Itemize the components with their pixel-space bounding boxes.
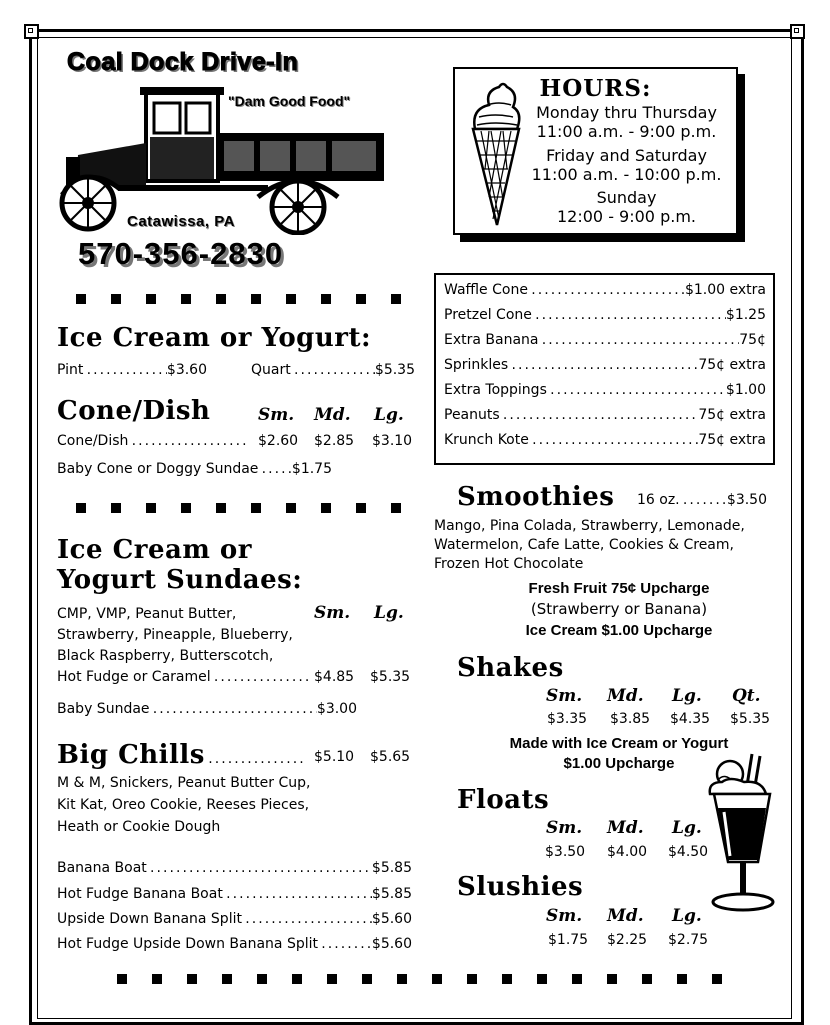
price-row-quart: Quart . . . $5.35 (251, 362, 415, 378)
price: $2.75 (668, 932, 709, 948)
upcharge-note: Ice Cream $1.00 Upcharge (525, 622, 713, 639)
price: $2.60 (258, 433, 299, 449)
extras-row: Extra Banana . . . 75¢ (444, 332, 766, 348)
section-title-floats: Floats (457, 785, 550, 815)
size-header: Sm. (546, 686, 583, 706)
size-header: Sm. (546, 906, 583, 926)
hours-days: Friday and Saturday (546, 146, 707, 165)
size-header: Lg. (374, 603, 404, 623)
hours-time: 12:00 - 9:00 p.m. (557, 207, 696, 226)
section-title-sundaes: Yogurt Sundaes: (57, 565, 303, 595)
price: $2.25 (607, 932, 648, 948)
square-divider (76, 503, 401, 513)
size-header: Lg. (374, 405, 404, 425)
flavor-line: Heath or Cookie Dough (57, 819, 221, 835)
upcharge-note: Made with Ice Cream or Yogurt (509, 735, 729, 752)
flavor-line: Frozen Hot Chocolate (434, 556, 584, 572)
flavor-line: M & M, Snickers, Peanut Butter Cup, (57, 775, 311, 791)
section-title-shakes: Shakes (457, 653, 564, 683)
flavor-line: Strawberry, Pineapple, Blueberry, (57, 627, 293, 643)
price: $5.65 (370, 749, 411, 765)
city-label: Catawissa, PA (127, 213, 235, 230)
extras-box (434, 273, 775, 465)
extras-row: Sprinkles . . . 75¢ extra (444, 357, 766, 373)
hours-time: 11:00 a.m. - 10:00 p.m. (531, 165, 722, 184)
upcharge-note: Fresh Fruit 75¢ Upcharge (528, 580, 710, 597)
size-header: Lg. (672, 906, 702, 926)
price: $4.00 (607, 844, 648, 860)
corner-ornament (24, 24, 39, 39)
flavor-line: Black Raspberry, Butterscotch, (57, 648, 274, 664)
flavor-line: Mango, Pina Colada, Strawberry, Lemonade, (434, 518, 745, 534)
price: $3.85 (610, 711, 651, 727)
hours-days: Monday thru Thursday (536, 103, 717, 122)
square-divider (76, 294, 401, 304)
ice-cream-cone-icon (463, 79, 527, 229)
size-header: Sm. (314, 603, 351, 623)
square-divider (117, 974, 722, 984)
price: $5.35 (370, 669, 411, 685)
flavor-line: Kit Kat, Oreo Cookie, Reeses Pieces, (57, 797, 310, 813)
price-row-banana: Hot Fudge Upside Down Banana Split . . . $5.60 (57, 936, 412, 952)
price: $5.35 (730, 711, 771, 727)
size-header: Lg. (672, 818, 702, 838)
price: $1.75 (548, 932, 589, 948)
price: $5.10 (314, 749, 355, 765)
hours-days: Sunday (596, 188, 657, 207)
price-row-baby-cone: Baby Cone or Doggy Sundae . . . $1.75 (57, 461, 332, 477)
price: $3.35 (547, 711, 588, 727)
extras-row: Waffle Cone . . . $1.00 extra (444, 282, 766, 298)
section-title-slushies: Slushies (457, 872, 584, 902)
section-title-smoothies: Smoothies (457, 482, 615, 512)
size-header: Qt. (732, 686, 761, 706)
upcharge-note: (Strawberry or Banana) (530, 600, 708, 618)
price: $2.85 (314, 433, 355, 449)
restaurant-name: Coal Dock Drive-In (67, 48, 299, 76)
extras-row: Peanuts . . . 75¢ extra (444, 407, 766, 423)
extras-row: Krunch Kote . . . 75¢ extra (444, 432, 766, 448)
price-row-cone-dish: Cone/Dish . . . (57, 433, 247, 449)
hours-title: HOURS: (539, 75, 652, 102)
section-title-cone-dish: Cone/Dish (57, 396, 211, 426)
size-header: Md. (607, 906, 644, 926)
flavor-line: Hot Fudge or Caramel . . . (57, 669, 312, 685)
flavor-line: CMP, VMP, Peanut Butter, (57, 606, 237, 622)
price-row-banana: Upside Down Banana Split . . . $5.60 (57, 911, 412, 927)
extras-row: Pretzel Cone . . . $1.25 (444, 307, 766, 323)
section-title-sundaes: Ice Cream or (57, 535, 252, 565)
phone-number: 570-356-2830 (78, 236, 284, 271)
price-row-baby-sundae: Baby Sundae . . . $3.00 (57, 701, 357, 717)
price-row-smoothie: 16 oz. . . . $3.50 (637, 492, 767, 508)
price: $3.10 (372, 433, 413, 449)
float-glass-icon (704, 752, 784, 922)
price: $3.50 (545, 844, 586, 860)
price-row-pint: Pint . . . $3.60 (57, 362, 207, 378)
hours-box (453, 67, 738, 235)
size-header: Md. (607, 686, 644, 706)
size-header: Md. (607, 818, 644, 838)
price: $4.50 (668, 844, 709, 860)
extras-row: Extra Toppings . . . $1.00 (444, 382, 766, 398)
section-title-ice-cream: Ice Cream or Yogurt: (57, 323, 372, 353)
tagline: "Dam Good Food" (228, 93, 351, 109)
section-title-big-chills: Big Chills . . . (57, 740, 307, 770)
price-row-banana: Banana Boat . . . $5.85 (57, 860, 412, 876)
size-header: Md. (314, 405, 351, 425)
size-header: Lg. (672, 686, 702, 706)
corner-ornament (790, 24, 805, 39)
price-row-banana: Hot Fudge Banana Boat . . . $5.85 (57, 886, 412, 902)
hours-time: 11:00 a.m. - 9:00 p.m. (536, 122, 717, 141)
price: $4.35 (670, 711, 711, 727)
size-header: Sm. (258, 405, 295, 425)
upcharge-note: $1.00 Upcharge (563, 755, 675, 772)
price: $4.85 (314, 669, 355, 685)
flavor-line: Watermelon, Cafe Latte, Cookies & Cream, (434, 537, 734, 553)
size-header: Sm. (546, 818, 583, 838)
